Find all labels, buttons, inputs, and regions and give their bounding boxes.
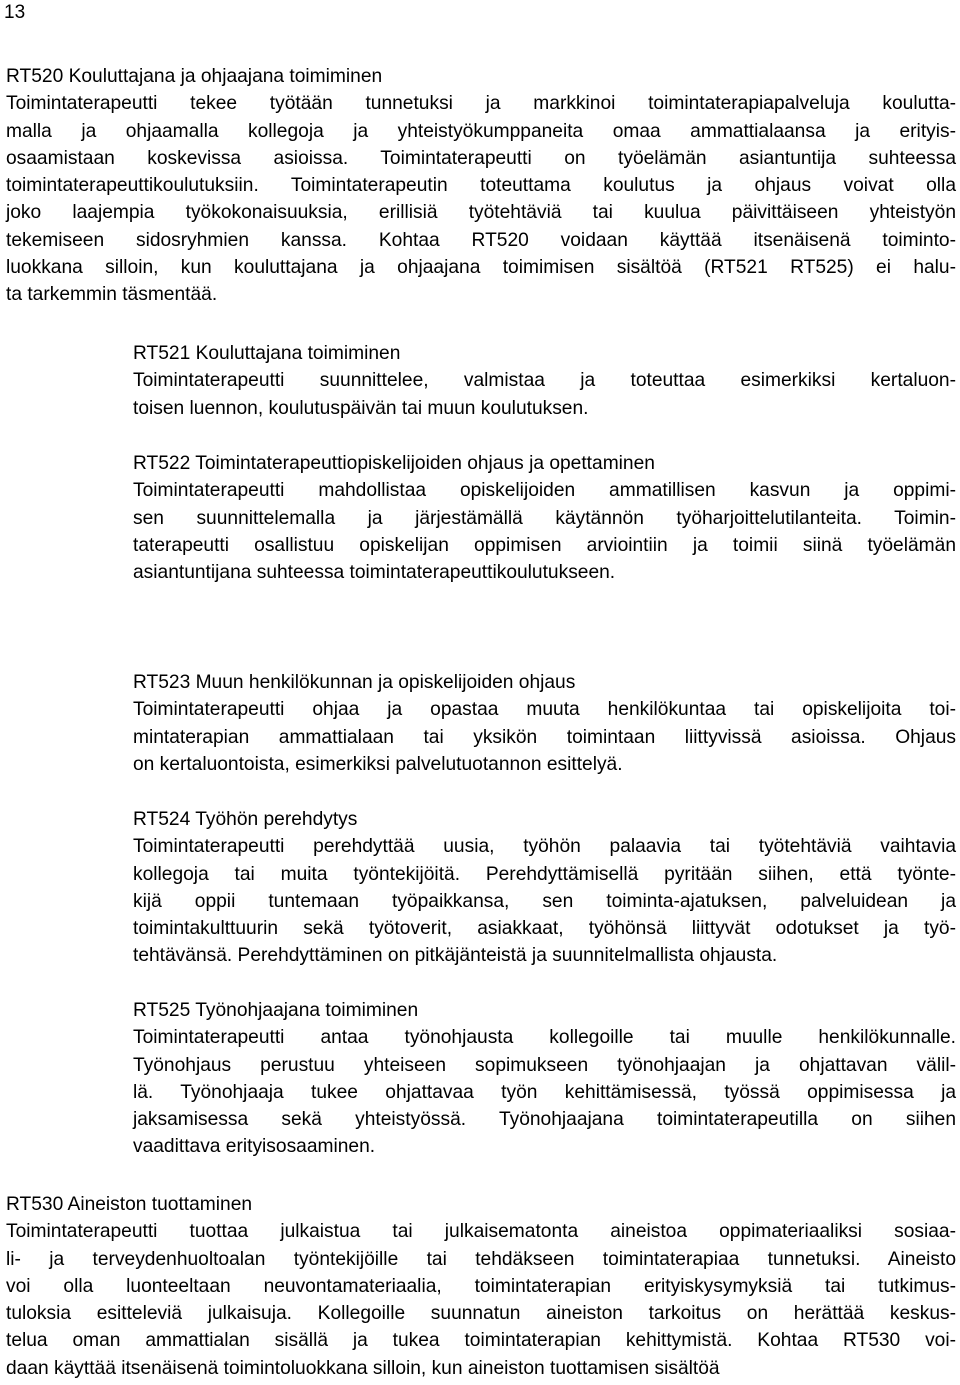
body-line: asiantuntijana suhteessa toimintaterapeuttikoulutukseen. — [133, 562, 616, 584]
body-line: Toimintaterapeutti perehdyttää uusia, työhön palaavia tai työtehtäviä vaihtavia — [133, 836, 956, 858]
body-line: mintaterapian ammattialaan tai yksikön toimintaan liittyvissä asioissa. Ohjaus — [133, 726, 956, 748]
body-line: li- ja terveydenhuoltoalan työntekijöille tai tehdäkseen toimintaterapiaa tunnetuksi. Aineisto — [6, 1248, 956, 1270]
body-line: toimintakulttuurin sekä työtoverit, asiakkaat, työhönsä liittyvät odotukset ja työ- — [133, 918, 956, 940]
body-line: tehtävänsä. Perehdyttäminen on pitkäjänteistä ja suunnitelmallista ohjausta. — [133, 945, 778, 967]
section-rt530 — [6, 1191, 956, 1382]
body-line: Toimintaterapeutti tekee työtään tunnetuksi ja markkinoi toimintaterapiapalveluja koulutta- — [6, 93, 956, 115]
body-line: sen suunnittelemalla ja järjestämällä käytännön työharjoittelutilanteita. Toimin- — [133, 507, 956, 529]
body-line: jaksamisessa sekä yhteistyössä. Työnohjaajana toimintaterapeutilla on siihen — [133, 1109, 956, 1131]
body-line: kollegoja tai muita työntekijöitä. Perehdyttämisellä pyritään siihen, että työnte- — [133, 863, 956, 885]
body-line: joko laajempia työkokonaisuuksia, erillisiä työtehtäviä tai kuulua päivittäiseen yhteistyön — [6, 202, 956, 224]
body-line: daan käyttää itsenäisenä toimintoluokkana silloin, kun aineiston tuottamisen sisältöä — [6, 1357, 720, 1379]
section-rt521 — [133, 340, 956, 422]
body-line: Toimintaterapeutti tuottaa julkaistua tai julkaisematonta aineistoa oppimateriaaliksi sosiaa- — [6, 1221, 956, 1243]
body-line: toimintaterapeuttikoulutuksiin. Toimintaterapeutin toteuttama koulutus ja ohjaus voivat olla — [6, 175, 956, 197]
body-line: luokkana silloin, kun kouluttajana ja ohjaajana toimimisen sisältöä (RT521 RT525) ei halu- — [6, 257, 956, 279]
section-title: RT525 Työnohjaajana toimiminen — [133, 1000, 419, 1021]
section-rt520 — [6, 63, 956, 309]
body-line: tekemiseen sidosryhmien kanssa. Kohtaa RT520 voidaan käyttää itsenäisenä toiminto- — [6, 229, 956, 251]
body-line: toisen luennon, koulutuspäivän tai muun koulutuksen. — [133, 397, 589, 419]
body-line: malla ja ohjaamalla kollegoja ja yhteistyökumppaneita omaa ammattialaansa ja erityis- — [6, 120, 956, 142]
body-line: kijä oppii tuntemaan työpaikkansa, sen toiminta-ajatuksen, palveluidean ja — [133, 890, 956, 912]
body-line: Työnohjaus perustuu yhteiseen sopimukseen työnohjaajan ja ohjattavan välil- — [133, 1054, 956, 1076]
body-line: vaadittava erityisosaaminen. — [133, 1136, 376, 1158]
section-rt524 — [133, 806, 956, 970]
page-number: 13 — [4, 2, 26, 23]
section-rt523 — [133, 669, 956, 778]
body-line: ta tarkemmin täsmentää. — [6, 284, 218, 306]
section-title: RT520 Kouluttajana ja ohjaajana toimiminen — [6, 66, 383, 87]
body-line: taterapeutti osallistuu opiskelijan oppimisen arviointiin ja toimii siinä työelämän — [133, 534, 956, 556]
body-line: osaamistaan koskevissa asioissa. Toimintaterapeutti on työelämän asiantuntija suhteessa — [6, 147, 956, 169]
section-title: RT521 Kouluttajana toimiminen — [133, 343, 401, 364]
section-title: RT530 Aineiston tuottaminen — [6, 1194, 253, 1215]
section-title: RT522 Toimintaterapeuttiopiskelijoiden ohjaus ja opettaminen — [133, 453, 655, 474]
body-line: on kertaluontoista, esimerkiksi palvelutuotannon esittelyä. — [133, 753, 623, 775]
body-line: voi olla luonteeltaan neuvontamateriaalia, toimintaterapian erityiskysymyksiä tai tutkimus- — [6, 1275, 956, 1297]
body-line: telua oman ammattialan sisällä ja tukea toimintaterapian kehittymistä. Kohtaa RT530 voi- — [6, 1330, 956, 1352]
body-line: Toimintaterapeutti mahdollistaa opiskelijoiden ammatillisen kasvun ja oppimi- — [133, 480, 956, 502]
body-line: tuloksia esitteleviä julkaisuja. Kollegoille suunnatun aineiston tarkoitus on herättää keskus- — [6, 1303, 956, 1325]
body-line: Toimintaterapeutti antaa työnohjausta kollegoille tai muulle henkilökunnalle. — [133, 1027, 956, 1049]
section-rt525 — [133, 997, 956, 1161]
body-line: Toimintaterapeutti suunnittelee, valmistaa ja toteuttaa esimerkiksi kertaluon- — [133, 370, 956, 392]
section-title: RT523 Muun henkilökunnan ja opiskelijoiden ohjaus — [133, 672, 576, 693]
section-rt522 — [133, 450, 956, 586]
body-line: Toimintaterapeutti ohjaa ja opastaa muuta henkilökuntaa tai opiskelijoita toi- — [133, 699, 956, 721]
section-title: RT524 Työhön perehdytys — [133, 809, 358, 830]
body-line: lä. Työnohjaaja tukee ohjattavaa työn kehittämisessä, työssä oppimisessa ja — [133, 1081, 956, 1103]
